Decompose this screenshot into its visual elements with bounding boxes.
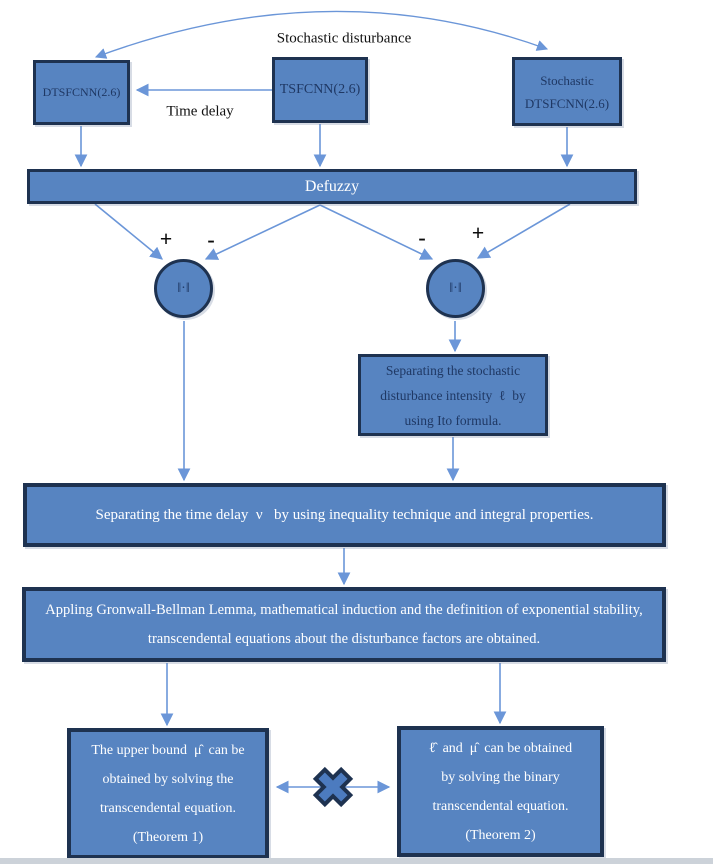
gronwall-line1: Appling Gronwall-Bellman Lemma, mathematical induction and the definition of exponential stability, [45, 601, 643, 618]
time-delay-label: Time delay [166, 103, 234, 120]
intensity-line1: Separating the stochastic [385, 362, 521, 378]
defuzzy-bar [27, 169, 637, 204]
minus-sign-right: - [418, 225, 426, 250]
page-edge-strip [0, 858, 713, 864]
theorem1-line1: The upper bound μ̂ can be [91, 742, 245, 758]
norm-symbol-right: ‖·‖ [449, 280, 462, 296]
theorem1-line2: obtained by solving the [102, 771, 234, 787]
theorem1-line4: (Theorem 1) [132, 829, 204, 845]
plus-sign-right: + [471, 220, 485, 245]
stochastic-disturbance-label: Stochastic disturbance [276, 30, 412, 47]
norm-junction-right [426, 259, 485, 318]
stochastic-dtsfcnn-line1: Stochastic [540, 72, 594, 88]
dtsfcnn-box [33, 60, 130, 125]
tsfcnn-box [272, 57, 368, 123]
theorem2-line1: ℓ̂ and μ̂ can be obtained [428, 740, 573, 756]
tsfcnn-box-label: TSFCNN(2.6) [279, 82, 361, 97]
defuzzy-center-to-norm-right-arrow [320, 205, 432, 259]
not-equivalent-cross-icon [308, 762, 359, 813]
theorem2-line4: (Theorem 2) [465, 827, 536, 843]
theorem2-line3: transcendental equation. [432, 798, 569, 814]
intensity-separation-box [358, 354, 548, 436]
gronwall-bellman-box [22, 587, 666, 662]
norm-symbol-left: ‖·‖ [177, 280, 190, 296]
dtsfcnn-box-label: DTSFCNN(2.6) [42, 85, 121, 99]
intensity-line3: using Ito formula. [404, 412, 502, 428]
defuzzy-center-to-norm-left-arrow [206, 205, 320, 259]
norm-junction-left [154, 259, 213, 318]
theorem2-box [397, 726, 604, 857]
stochastic-dtsfcnn-box [512, 57, 622, 126]
defuzzy-right-to-norm-right-arrow [478, 204, 570, 258]
stochastic-dtsfcnn-line2: DTSFCNN(2.6) [524, 95, 610, 111]
minus-sign-left: - [207, 227, 215, 252]
theorem1-line3: transcendental equation. [99, 800, 237, 816]
defuzzy-label: Defuzzy [304, 177, 360, 195]
theorem1-box [67, 728, 269, 859]
time-delay-separation-label: Separating the time delay ν by using inequality technique and integral properties. [95, 506, 594, 523]
gronwall-line2: transcendental equations about the disturbance factors are obtained. [147, 630, 541, 647]
defuzzy-left-to-norm-left-arrow [95, 204, 162, 259]
plus-sign-left: + [159, 226, 173, 251]
theorem2-line2: by solving the binary [441, 769, 560, 785]
intensity-line2: disturbance intensity ℓ by [380, 387, 526, 403]
time-delay-separation-box [23, 483, 666, 547]
